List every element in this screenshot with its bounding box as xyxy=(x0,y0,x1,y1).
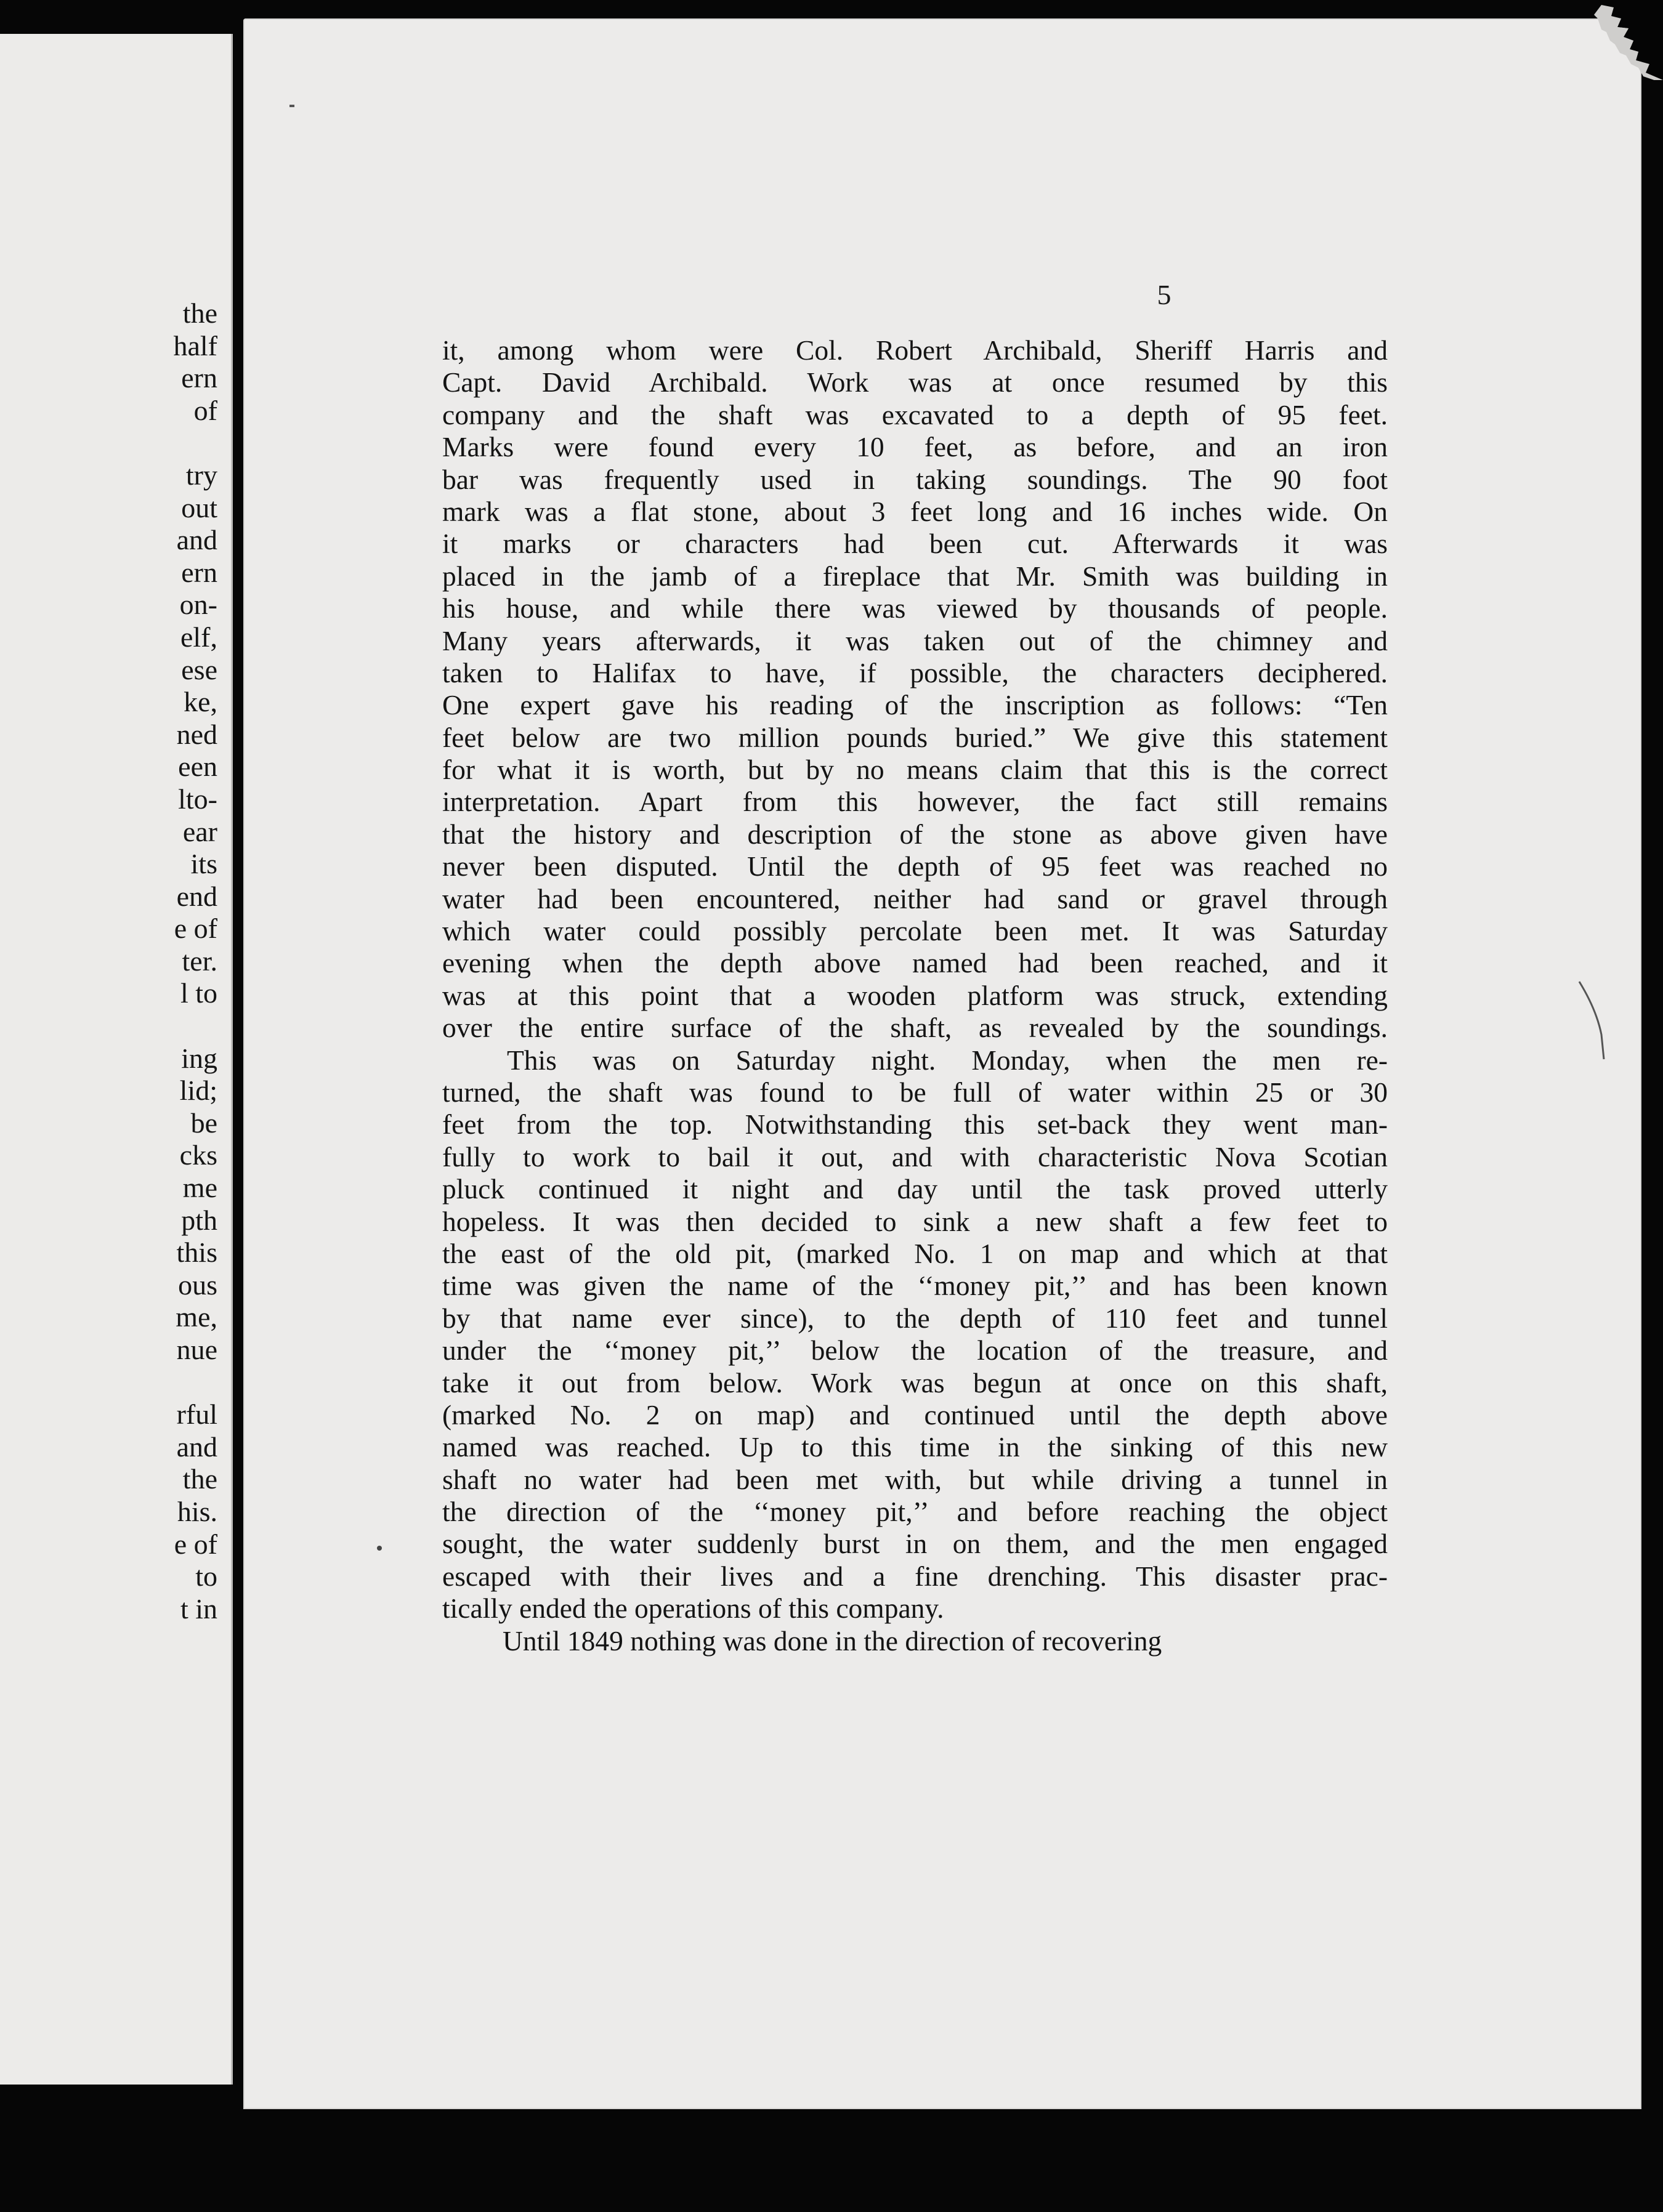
text-line: turned, the shaft was found to be full of water within 25 or 30 xyxy=(442,1076,1388,1108)
text-line: taken to Halifax to have, if possible, the characters deciphered. xyxy=(442,656,1388,688)
left-page-fragment: ous xyxy=(178,1269,217,1301)
text-line: bar was frequently used in taking soundings. The 90 foot xyxy=(442,463,1388,495)
left-page-fragment: e of xyxy=(174,1528,217,1560)
left-page-fragment: ear xyxy=(182,815,217,847)
left-page-fragment: the xyxy=(182,297,217,329)
text-line: tically ended the operations of this company. xyxy=(442,1592,944,1625)
text-line: for what it is worth, but by no means claim that this is the correct xyxy=(442,754,1388,786)
left-page-fragment: e of xyxy=(174,913,217,945)
left-page-fragment: me xyxy=(182,1172,217,1204)
text-line: was at this point that a wooden platform was struck, extending xyxy=(442,979,1388,1011)
text-line: time was given the name of the ‘‘money pit,’’ and has been known xyxy=(442,1270,1388,1302)
left-page-fragment: ese xyxy=(181,653,217,685)
text-line: over the entire surface of the shaft, as revealed by the soundings. xyxy=(442,1012,1388,1044)
text-line: placed in the jamb of a fireplace that Mr. Smith was building in xyxy=(442,560,1388,592)
margin-mark xyxy=(1577,979,1614,1065)
left-page-fragment: ned xyxy=(176,718,217,750)
text-line: that the history and description of the stone as above given have xyxy=(442,818,1388,850)
left-page-fragment: on- xyxy=(179,589,217,621)
left-page-fragment xyxy=(0,427,217,459)
left-page-fragment: and xyxy=(176,524,217,556)
text-line: never been disputed. Until the depth of 95 feet was reached no xyxy=(442,850,1388,882)
left-page-fragment: lid; xyxy=(179,1075,217,1107)
text-line: under the ‘‘money pit,’’ below the location of the treasure, and xyxy=(442,1334,1388,1366)
left-page-fragment: pth xyxy=(181,1204,217,1236)
left-page-fragment: t in xyxy=(180,1592,217,1625)
text-line: company and the shaft was excavated to a depth of 95 feet. xyxy=(442,398,1388,430)
left-page-fragment: lto- xyxy=(178,783,217,815)
left-page-fragment: me, xyxy=(176,1301,217,1333)
text-line: the direction of the ‘‘money pit,’’ and before reaching the object xyxy=(442,1496,1388,1528)
left-page-fragment: ke, xyxy=(184,686,217,718)
text-line: fully to work to bail it out, and with characteristic Nova Scotian xyxy=(442,1140,1388,1173)
text-line: Capt. David Archibald. Work was at once resumed by this xyxy=(442,366,1388,398)
left-page-fragment: this xyxy=(176,1237,217,1269)
left-page-fragment: its xyxy=(190,848,217,880)
text-line: mark was a flat stone, about 3 feet long and 16 inches wide. On xyxy=(442,495,1388,527)
text-line: sought, the water suddenly burst in on them, and the men engaged xyxy=(442,1528,1388,1560)
text-line: the east of the old pit, (marked No. 1 on map and which at that xyxy=(442,1237,1388,1269)
text-line: it, among whom were Col. Robert Archibald, Sheriff Harris and xyxy=(442,334,1388,366)
text-line: One expert gave his reading of the inscription as follows: “Ten xyxy=(442,689,1388,721)
left-page-fragment: ter. xyxy=(182,945,217,977)
text-line: pluck continued it night and day until the task proved utterly xyxy=(442,1173,1388,1205)
text-line: named was reached. Up to this time in the sinking of this new xyxy=(442,1431,1388,1463)
left-page-fragment: ern xyxy=(181,362,217,394)
left-page-text-fragments xyxy=(0,297,217,1625)
text-line: escaped with their lives and a fine drenching. This disaster prac- xyxy=(442,1560,1388,1592)
text-line: it marks or characters had been cut. Afterwards it was xyxy=(442,528,1388,560)
torn-page-corner xyxy=(1577,0,1663,80)
page-number: 5 xyxy=(1157,279,1171,310)
text-line: water had been encountered, neither had sand or gravel through xyxy=(442,882,1388,914)
text-line: This was on Saturday night. Monday, when the men re- xyxy=(507,1044,1388,1076)
body-text xyxy=(442,334,1388,1657)
left-page-fragment: be xyxy=(190,1107,217,1139)
left-page-fragment: ern xyxy=(181,556,217,588)
text-line: Until 1849 nothing was done in the direction of recovering xyxy=(503,1625,1162,1657)
scan-speck xyxy=(289,105,294,107)
text-line: shaft no water had been met with, but while driving a tunnel in xyxy=(442,1463,1388,1495)
left-page-fragment xyxy=(0,1010,217,1043)
text-line: take it out from below. Work was begun at once on this shaft, xyxy=(442,1366,1388,1399)
text-line: evening when the depth above named had been reached, and it xyxy=(442,947,1388,979)
left-page-fragment: try xyxy=(185,459,217,491)
left-page-fragment xyxy=(0,1366,217,1399)
left-page-fragment: the xyxy=(182,1463,217,1495)
text-line: Many years afterwards, it was taken out of the chimney and xyxy=(442,624,1388,656)
left-page-fragment: l to xyxy=(180,977,217,1009)
text-line: feet from the top. Notwithstanding this set-back they went man- xyxy=(442,1108,1388,1140)
text-line: (marked No. 2 on map) and continued until the depth above xyxy=(442,1399,1388,1431)
left-page-fragment: end xyxy=(176,880,217,912)
left-page-fragment: nue xyxy=(176,1334,217,1365)
left-page-fragment: elf, xyxy=(180,621,217,653)
left-page-fragment: to xyxy=(195,1560,217,1592)
text-line: which water could possibly percolate been met. It was Saturday xyxy=(442,915,1388,947)
left-page-fragment: ing xyxy=(181,1042,217,1074)
text-line: feet below are two million pounds buried.” We give this statement xyxy=(442,721,1388,753)
text-line: his house, and while there was viewed by thousands of people. xyxy=(442,592,1388,624)
text-line: hopeless. It was then decided to sink a new shaft a few feet to xyxy=(442,1205,1388,1237)
text-line: interpretation. Apart from this however, the fact still remains xyxy=(442,786,1388,818)
left-page-fragment: and xyxy=(176,1431,217,1463)
left-page-fragment: rful xyxy=(176,1399,217,1431)
text-line: by that name ever since), to the depth of 110 feet and tunnel xyxy=(442,1302,1388,1334)
left-page-fragment: cks xyxy=(179,1139,217,1171)
left-page-fragment: out xyxy=(181,491,217,523)
left-page-fragment: een xyxy=(178,751,217,783)
left-page-fragment: his. xyxy=(177,1495,217,1527)
text-line: Marks were found every 10 feet, as before, and an iron xyxy=(442,431,1388,463)
left-facing-page xyxy=(0,34,233,2085)
scan-speck xyxy=(377,1546,382,1551)
left-page-fragment: of xyxy=(193,394,217,426)
left-page-fragment: half xyxy=(173,329,217,361)
